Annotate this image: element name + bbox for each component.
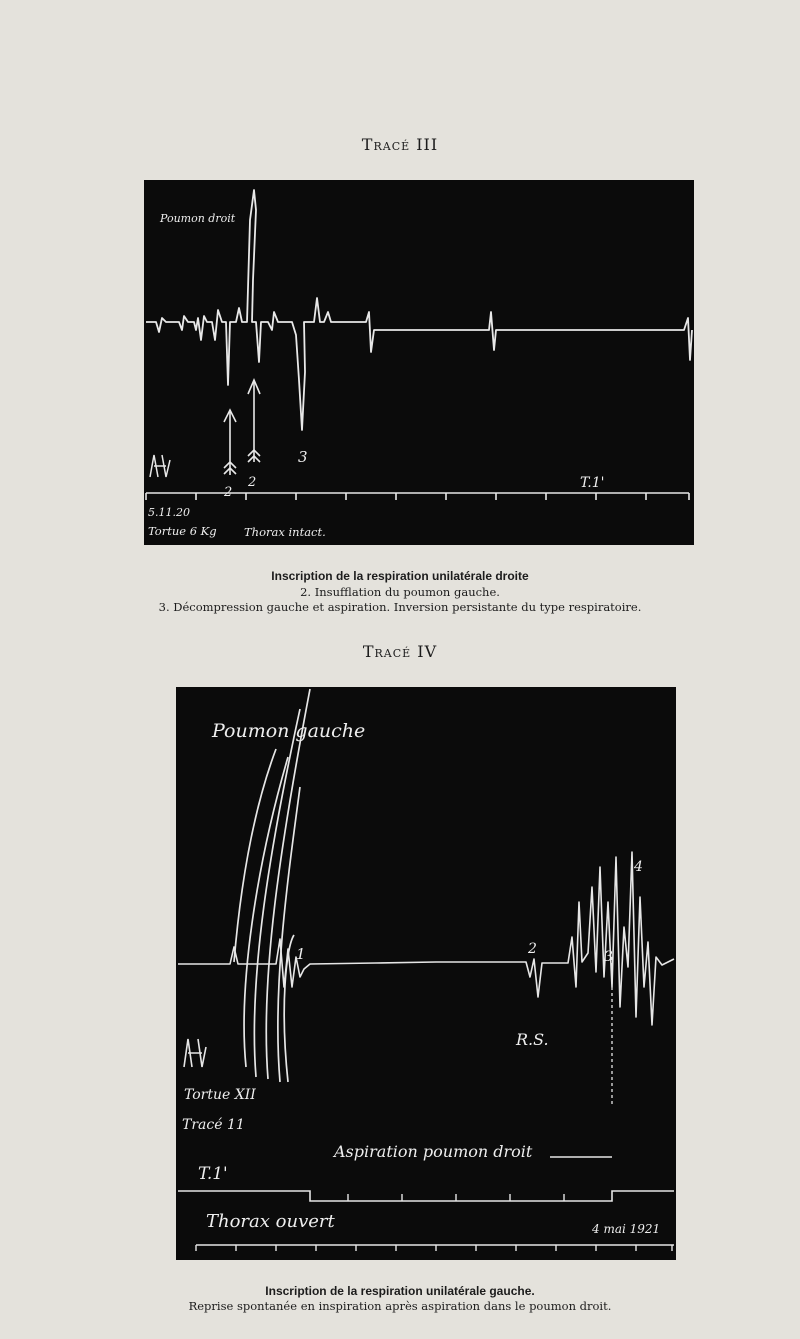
figure-3-date-label: 5.11.20 — [148, 506, 190, 519]
figure-3-marker-2b: 2 — [248, 475, 257, 490]
figure-4-animal-label: Tortue XII — [184, 1087, 256, 1103]
figure-4-time-axis — [196, 1245, 674, 1251]
figure-3-caption-line-2: 3. Décompression gauche et aspiration. Inversion persistante du type respiratoire. — [158, 600, 642, 614]
figure-4-timescale-label: T.1' — [198, 1164, 228, 1184]
figure-3-lung-label: Poumon droit — [160, 212, 236, 225]
figure-4-marker-1: 1 — [296, 945, 306, 963]
figure-4-trace-label: Tracé 11 — [182, 1117, 245, 1133]
figure-4-date-label: 4 mai 1921 — [592, 1222, 661, 1236]
figure-4-insufflation-curves — [234, 689, 310, 1082]
figure-4-lung-label: Poumon gauche — [212, 720, 366, 742]
figure-4-condition-label: Thorax ouvert — [206, 1211, 335, 1232]
figure-3-plate — [144, 180, 694, 545]
figure-3-marker-2: 2 — [224, 485, 233, 500]
figure-4-respiration-trace — [178, 852, 674, 1025]
figure-4-caption-title: Inscription de la respiration unilatérale gauche. — [265, 1284, 535, 1298]
figure-4-title: Tracé IV — [362, 642, 438, 661]
figure-4-marker-4: 4 — [634, 859, 643, 875]
figure-4-monogram — [184, 1039, 206, 1067]
figure-3-condition-label: Thorax intact. — [244, 525, 326, 539]
figure-3-animal-label: Tortue 6 Kg — [148, 524, 217, 538]
figure-3-arrow-2b — [248, 380, 260, 462]
figure-4-marker-2: 2 — [528, 941, 537, 957]
figure-3-timescale-label: T.1' — [580, 475, 605, 491]
figure-3-caption-title: Inscription de la respiration unilatérale droite — [271, 569, 529, 583]
figure-3-marker-3: 3 — [298, 448, 308, 466]
figure-4-aspiration-label: Aspiration poumon droit — [334, 1142, 533, 1161]
figure-3-trace-image — [144, 180, 694, 545]
figure-4-aspiration-signal — [178, 1191, 674, 1201]
figure-4-plate — [176, 687, 676, 1260]
figure-4-signal-ticks — [348, 1194, 564, 1201]
figure-3-title: Tracé III — [361, 135, 439, 154]
figure-4-caption-line-1: Reprise spontanée en inspiration après aspiration dans le poumon droit. — [188, 1299, 612, 1313]
figure-3-arrow-2a — [224, 410, 236, 475]
figure-4-trace-image — [176, 687, 676, 1260]
figure-3-caption-line-1: 2. Insufflation du poumon gauche. — [300, 585, 500, 599]
figure-4-marker-3: 3 — [604, 949, 613, 965]
figure-3-respiration-trace — [146, 190, 692, 430]
figure-4-rs-label: R.S. — [516, 1030, 549, 1049]
figure-3-monogram — [150, 455, 170, 477]
